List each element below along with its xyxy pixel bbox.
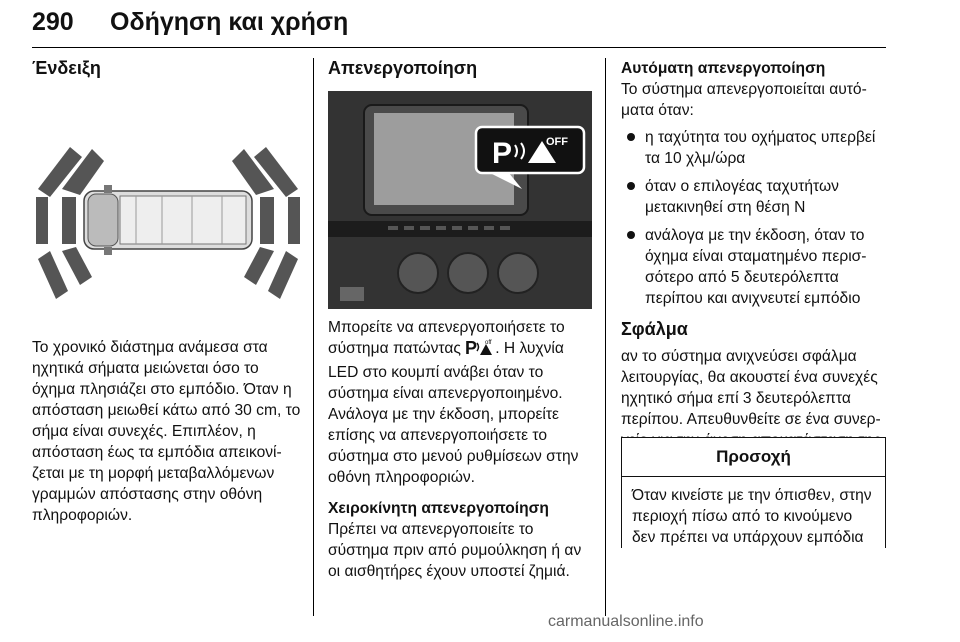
fault-paragraph: αν το σύστημα ανιχνεύσει σφάλμα λειτουργίας, θα ακουστεί ένα συνεχές ηχητικό σήμα επί 3 δευτερόλεπτα περίπου. Απευθυνθείτε σε ένα συνερ-: [621, 348, 881, 428]
column-deactivation: [328, 58, 594, 582]
caution-text: Όταν κινείστε με την όπισθεν, στην περιοχή πίσω από το κινούμενο δεν πρέπει να υπάρχουν εμπόδια: [632, 487, 872, 546]
svg-text:P: P: [465, 338, 478, 356]
manual-deactivation-paragraph: Πρέπει να απενεργοποιείτε το σύστημα πριν από ρυμούλκηση ή αν οι αισθητήρες έχουν υποστεί ζημιά.: [328, 521, 582, 580]
page-title: Οδήγηση και χρήση: [110, 8, 349, 36]
svg-text:off: off: [485, 340, 492, 346]
caution-box: [621, 437, 886, 548]
auto-deactivation-list: [621, 127, 887, 309]
section-heading-indication: Ένδειξη: [32, 58, 101, 78]
bullet-icon: [627, 133, 635, 141]
deactivation-paragraph: [328, 317, 594, 488]
bullet-icon: [627, 231, 635, 239]
dashboard-button-photo: [328, 91, 592, 309]
subheading-manual-deactivation: Χειροκίνητη απενεργοποίηση: [328, 500, 549, 517]
caution-title: Προσοχή: [622, 438, 885, 477]
column-divider-2: [605, 58, 606, 616]
indication-paragraph: Το χρονικό διάστημα ανάμεσα στα ηχητικά σήματα μειώνεται όσο το όχημα πλησιάζει στο εμπόδιο. Όταν η απόσταση μειωθεί κάτω από 30 cm, το σήμα είναι συνεχές. Επιπλέον, η απόσταση έως τα εμπόδια απεικονί-ζεται με τη μορφή μεταβαλλόμενων γραμμών απόστασης στην οθόνη πληροφοριών.: [32, 339, 301, 524]
parking-off-icon: [465, 338, 495, 362]
subheading-auto-deactivation: Αυτόματη απενεργοποίηση: [621, 60, 826, 77]
column-divider-1: [313, 58, 314, 616]
list-item: η ταχύτητα του οχήματος υπερβεί τα 10 χλμ/ώρα: [621, 127, 887, 169]
section-heading-deactivation: Απενεργοποίηση: [328, 58, 478, 78]
bullet-icon: [627, 182, 635, 190]
list-item: ανάλογα με την έκδοση, όταν το όχημα είναι σταματημένο περισ-σότερο από 5 δευτερόλεπτα περίπου και ανιχνευτεί εμπόδιο: [621, 225, 887, 309]
off-badge: OFF: [546, 136, 568, 148]
watermark: carmanualsonline.info: [548, 613, 704, 630]
deactivation-text-end: . Η λυχνία LED στο κουμπί ανάβει όταν το σύστημα είναι απενεργοποιημένο. Ανάλογα με την έκδοση, μπορείτε επίσης να απενεργοποιήσετε το σύστημα στο μενού ρυθμίσεων στην οθόνη πληροφοριών.: [328, 340, 579, 486]
page-header: [32, 6, 886, 48]
column-auto-deactivation: [621, 58, 887, 472]
parking-sensor-diagram: [32, 79, 304, 329]
vehicle-top-view: [84, 185, 252, 255]
list-item: όταν ο επιλογέας ταχυτήτων μετακινηθεί στη θέση N: [621, 176, 887, 218]
header-divider: [32, 47, 886, 48]
auto-deactivation-intro: Το σύστημα απενεργοποιείται αυτό-ματα όταν:: [621, 81, 867, 119]
svg-text:P: P: [492, 137, 513, 170]
column-indication: [32, 58, 304, 526]
deactivation-text-start: Μπορείτε να απενεργοποιήσετε το σύστημα πατώντας: [328, 319, 565, 357]
section-heading-fault: Σφάλμα: [621, 319, 688, 339]
page-number: 290: [32, 8, 74, 36]
